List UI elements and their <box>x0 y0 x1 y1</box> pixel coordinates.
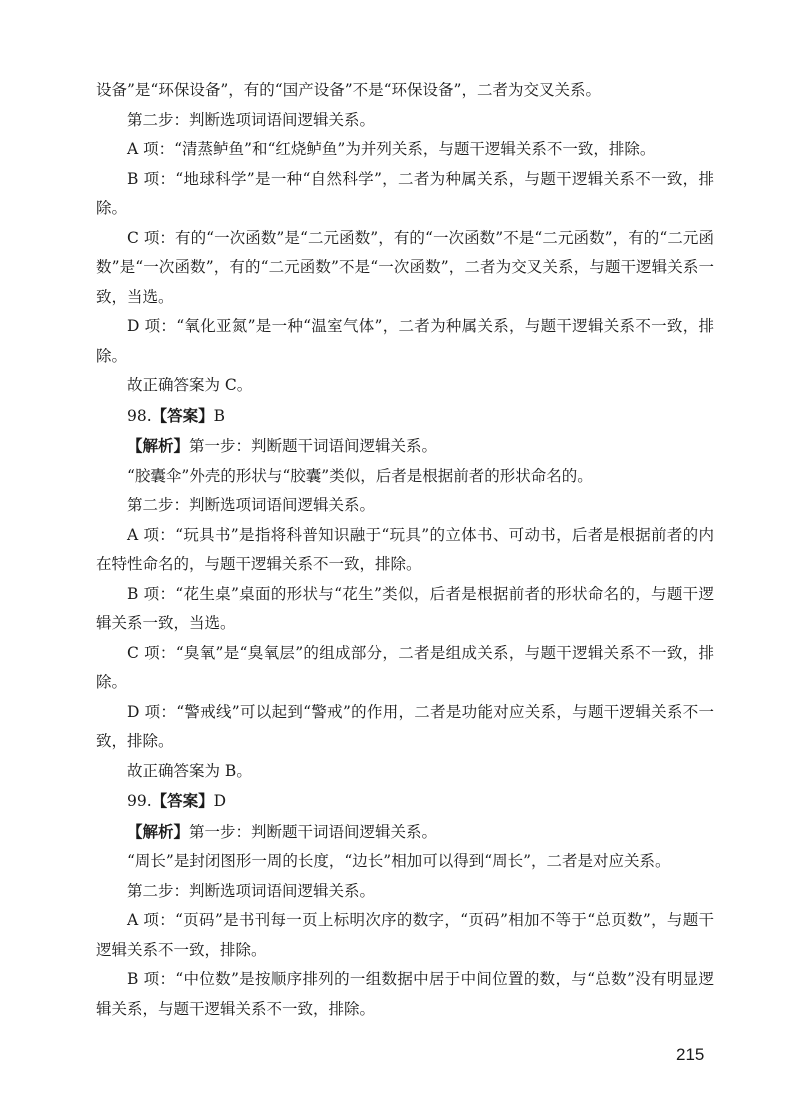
analysis-98-heading: 【解析】第一步：判断题干词语间逻辑关系。 <box>127 436 438 455</box>
bold-marker: 【解析】 <box>127 436 190 455</box>
paragraph-98-option-c: C 项：“臭氧”是“臭氧层”的组成部分，二者是组成关系，与题干逻辑关系不一致，排除。 <box>96 643 714 691</box>
paragraph-98-step2: 第二步：判断选项词语间逻辑关系。 <box>127 496 376 514</box>
paragraph-99-stem: “周长”是封闭图形一周的长度，“边长”相加可以得到“周长”，二者是对应关系。 <box>127 852 671 870</box>
paragraph-98-option-a: A 项：“玩具书”是指将科普知识融于“玩具”的立体书、可动书，后者是根据前者的内在特性命名的，与题干逻辑关系不一致，排除。 <box>96 525 714 573</box>
paragraph-99-step2: 第二步：判断选项词语间逻辑关系。 <box>127 881 376 900</box>
page-number: 215 <box>676 1045 705 1064</box>
document-body <box>96 76 714 1024</box>
answer-99-heading: 99.【答案】D <box>127 791 227 810</box>
paragraph-option-c: C 项：有的“一次函数”是“二元函数”，有的“一次函数”不是“二元函数”，有的“二元函数”是“一次函数”，有的“二元函数”不是“一次函数”，二者为交叉关系，与题干逻辑关系一致，当选。 <box>96 228 714 306</box>
paragraph-option-b: B 项：“地球科学”是一种“自然科学”，二者为种属关系，与题干逻辑关系不一致，排除。 <box>96 169 714 217</box>
bold-marker: 【答案】 <box>151 405 214 425</box>
paragraph-98-stem: “胶囊伞”外壳的形状与“胶囊”类似，后者是根据前者的形状命名的。 <box>127 466 593 485</box>
paragraph-98-conclusion: 故正确答案为 B。 <box>127 761 252 780</box>
paragraph-98-option-d: D 项：“警戒线”可以起到“警戒”的作用，二者是功能对应关系，与题干逻辑关系不一致，排除。 <box>96 702 714 750</box>
bold-marker: 【答案】 <box>151 791 214 810</box>
answer-98-heading: 98.【答案】B <box>127 405 226 425</box>
analysis-99-heading: 【解析】第一步：判断题干词语间逻辑关系。 <box>127 821 438 841</box>
paragraph-conclusion: 故正确答案为 C。 <box>127 376 253 394</box>
paragraph-98-option-b: B 项：“花生桌”桌面的形状与“花生”类似，后者是根据前者的形状命名的，与题干逻辑关系一致，当选。 <box>96 584 714 632</box>
paragraph-step2: 第二步：判断选项词语间逻辑关系。 <box>127 110 376 129</box>
paragraph-99-option-a: A 项：“页码”是书刊每一页上标明次序的数字，“页码”相加不等于“总页数”，与题干逻辑关系不一致，排除。 <box>96 911 714 959</box>
paragraph-option-a: A 项：“清蒸鲈鱼”和“红烧鲈鱼”为并列关系，与题干逻辑关系不一致，排除。 <box>127 140 656 158</box>
paragraph-continuation: 设备”是“环保设备”，有的“国产设备”不是“环保设备”，二者为交叉关系。 <box>96 81 601 99</box>
bold-marker: 【解析】 <box>127 821 190 841</box>
paragraph-99-option-b: B 项：“中位数”是按顺序排列的一组数据中居于中间位置的数，与“总数”没有明显逻辑关系，与题干逻辑关系不一致，排除。 <box>96 970 714 1018</box>
paragraph-option-d: D 项：“氧化亚氮”是一种“温室气体”，二者为种属关系，与题干逻辑关系不一致，排除。 <box>96 317 714 365</box>
